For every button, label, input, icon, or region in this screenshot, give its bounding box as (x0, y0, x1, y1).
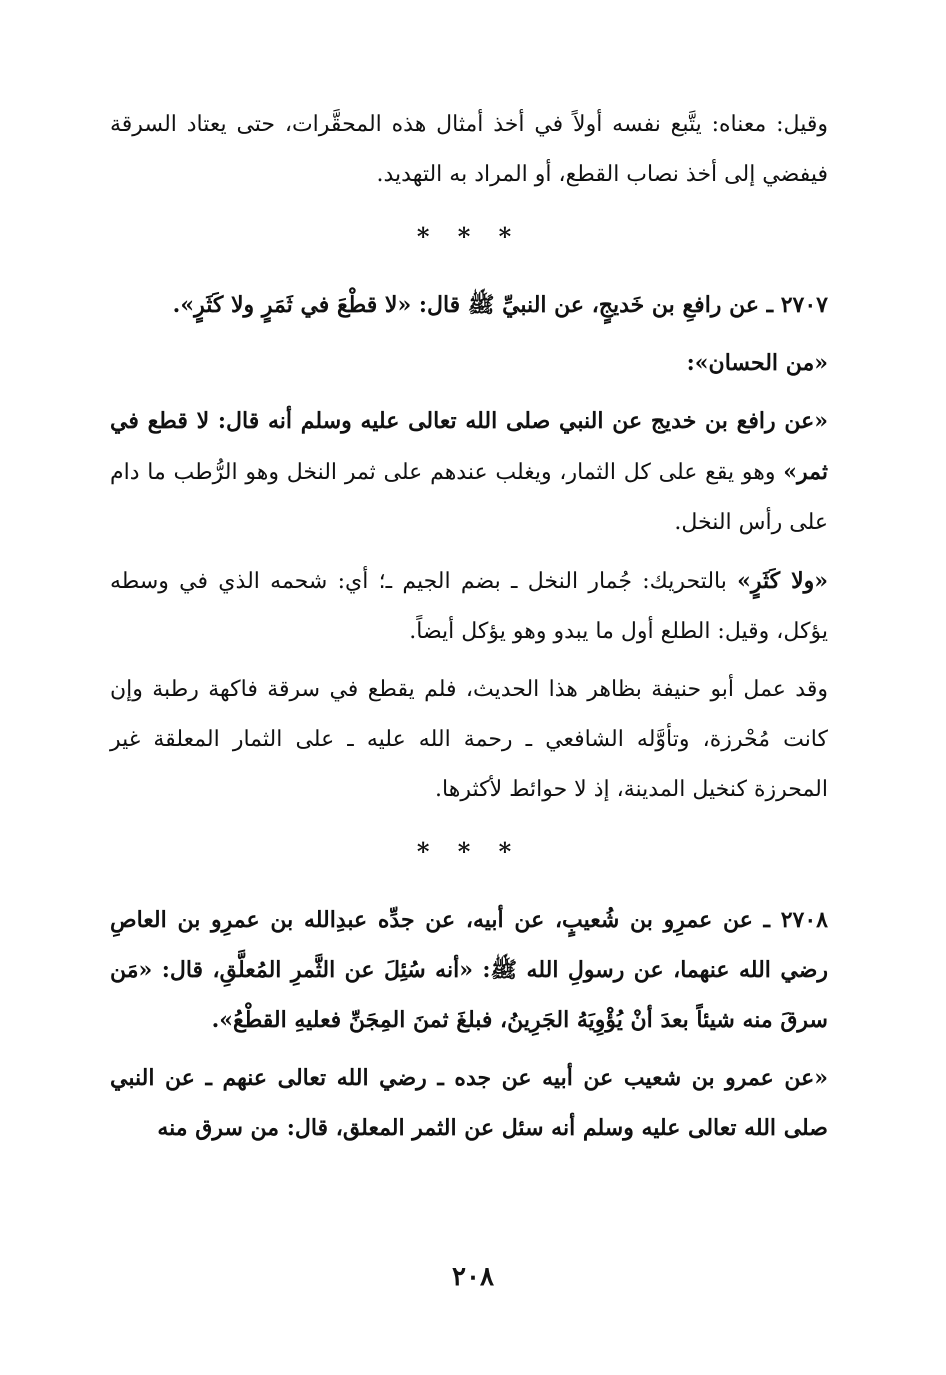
commentary-paragraph (110, 556, 828, 657)
section-separator: * * * (416, 837, 522, 866)
section-separator: * * * (416, 222, 522, 251)
quoted-text: «ولا كَثَرٍ» (737, 568, 828, 594)
commentary-text: بالتحريك: جُمار النخل ـ بضم الجيم ـ؛ أي: شحمه الذي في وسطه يؤكل، وقيل: الطلع أول ما يبدو وهو يؤكل أيضاً. (110, 569, 828, 644)
commentary-paragraph: وقيل: معناه: يتَّبع نفسه أولاً في أخذ أمثال هذه المحقَّرات، حتى يعتاد السرقة فيفضي إلى أخذ نصاب القطع، أو المراد به التهديد. (110, 112, 828, 187)
commentary-paragraph (110, 396, 828, 548)
page-text (110, 100, 828, 1161)
hadith-2708: ٢٧٠٨ ـ عن عمرِو بن شُعيبٍ، عن أبيه، عن جدِّه عبدِالله بن عمرِو بن العاصِ رضي الله عنهما، عن رسولِ الله ﷺ: «أنه سُئِلَ عن الثَّمرِ المُعلَّقِ، قال: «مَن سرقَ منه شيئاً بعدَ أنْ يُؤْوِيَهُ الجَرِينُ، فبلغَ ثمنَ المِجَنِّ فعليهِ القطْعُ». (110, 907, 828, 1033)
commentary-paragraph: وقد عمل أبو حنيفة بظاهر هذا الحديث، فلم يقطع في سرقة فاكهة رطبة وإن كانت مُحْرزة، وتأوَّله الشافعي ـ رحمة الله عليه ـ على الثمار المعلقة غير المحرزة كنخيل المدينة، إذ لا حوائط لأكثرها. (110, 677, 828, 802)
commentary-text: وهو يقع على كل الثمار، ويغلب عندهم على ثمر النخل وهو الرُّطب ما دام على رأس النخل. (110, 460, 828, 535)
hadith-2707: ٢٧٠٧ ـ عن رافعِ بن خَديجٍ، عن النبيِّ ﷺ قال: «لا قطْعَ في ثَمَرٍ ولا كَثَرٍ». (172, 292, 828, 318)
commentary-paragraph: «عن عمرو بن شعيب عن أبيه عن جده ـ رضي الله تعالى عنهم ـ عن النبي صلى الله تعالى عليه وسلم أنه سئل عن الثمر المعلق، قال: من سرق منه (110, 1065, 828, 1141)
hisan-heading: «من الحسان»: (686, 350, 828, 376)
page-number: ٢٠٨ (452, 1262, 494, 1292)
quoted-text: «عن رافع بن خديج عن النبي صلى الله تعالى عليه وسلم أنه قال: لا قطع في ثمر» (110, 408, 828, 485)
